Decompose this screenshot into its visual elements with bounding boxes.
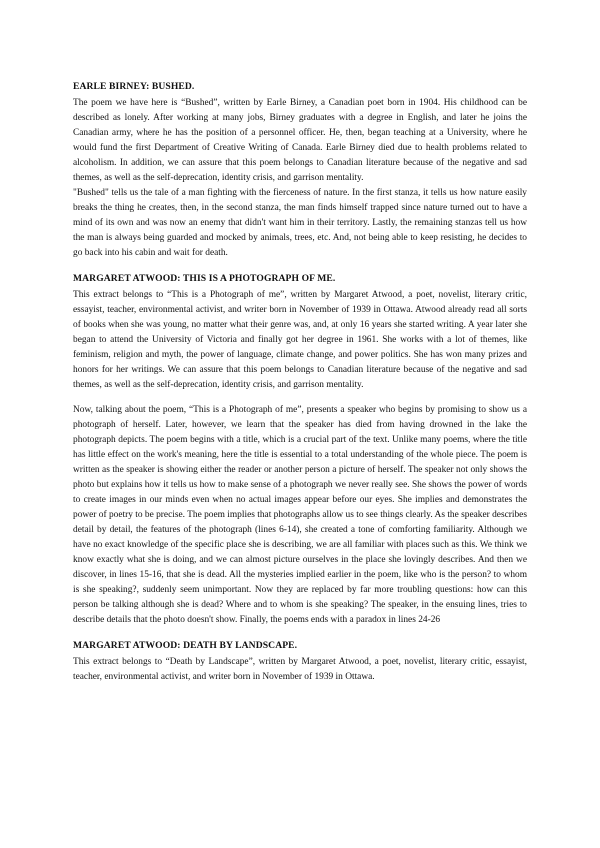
paragraph-spacer bbox=[73, 393, 527, 403]
section-title: EARLE BIRNEY: BUSHED. bbox=[73, 81, 195, 92]
section-atwood-landscape bbox=[73, 639, 527, 685]
section-birney bbox=[73, 80, 527, 261]
section-title: MARGARET ATWOOD: THIS IS A PHOTOGRAPH OF ME. bbox=[73, 273, 336, 284]
paragraph: This extract belongs to “This is a Photograph of me”, written by Margaret Atwood, a poet, novelist, literary critic, essayist, teacher, environmental activist, and writer born in November of 1939 in Ottawa. Atwood already read all sorts of books when she was young, no matter what their genre was, and, at only 16 years she started writing. A year later she began to attend the University of Victoria and finally got her degree in 1961. She works with a lot of themes, like feminism, religion and myth, the power of language, climate change, and power politics. She has won many prizes and honors for her writings. We can assure that this poem belongs to Canadian literature because of the negative and sad themes, as well as the self-deprecation, identity crisis, and garrison mentality. bbox=[73, 290, 527, 390]
section-atwood-photograph bbox=[73, 272, 527, 628]
paragraph: The poem we have here is “Bushed”, written by Earle Birney, a Canadian poet born in 1904. His childhood can be described as lonely. After working at many jobs, Birney graduates with a degree in English, and later he joins the Canadian army, where he has the position of a personnel officer. He, then, began teaching at a University, where he would fund the first Department of Creative Writing of Canada. Earle Birney died due to health problems related to alcoholism. In addition, we can assure that this poem belongs to Canadian literature because of the negative and sad themes, as well as the self-deprecation, identity crisis, and garrison mentality. bbox=[73, 98, 527, 183]
paragraph: Now, talking about the poem, “This is a Photograph of me”, presents a speaker who begins by promising to show us a photograph of herself. Later, however, we learn that the speaker has died from having drowned in the lake the photograph depicts. The poem begins with a title, which is a crucial part of the text. Unlike many poems, where the title has little effect on the work's meaning, here the title is essential to a total understanding of the whole piece. The poem is written as the speaker is showing either the reader or another person a picture of herself. The speaker not only shows the photo but explains how it tells us how to make sense of a photograph we never really see. She shows the power of words to create images in our minds even when no actual images appear before our eyes. She implies and demonstrates the power of poetry to be precise. The poem implies that photographs allow us to see things clearly. As the speaker describes detail by detail, the features of the photograph (lines 6-14), she created a tone of comforting familiarity. Although we have no exact knowledge of the specific place she is describing, we are all familiar with places such as this. We think we know exactly what she is doing, and we can almost picture ourselves in the place she lovingly describes. And then we discover, in lines 15-16, that she is dead. All the mysteries implied earlier in the poem, like who is the person? to whom is she speaking?, suddenly seem unimportant. Now they are replaced by far more troubling questions: how can this person be talking although she is dead? Where and to whom is she speaking? The speaker, in the ensuing lines, tries to describe details that the photo doesn't show. Finally, the poems ends with a paradox in lines 24-26 bbox=[73, 405, 527, 625]
section-title: MARGARET ATWOOD: DEATH BY LANDSCAPE. bbox=[73, 640, 298, 651]
paragraph: "Bushed" tells us the tale of a man fighting with the fierceness of nature. In the first stanza, it tells us how nature easily breaks the thing he creates, then, in the second stanza, the man finds himself trapped since nature turned out to have a mind of its own and was now an enemy that didn't want him in their territory. Lastly, the remaining stanzas tell us how the man is always being guarded and mocked by animals, trees, etc. And, not being able to keep resisting, he decides to go back into his cabin and wait for death. bbox=[73, 188, 527, 258]
paragraph: This extract belongs to “Death by Landscape”, written by Margaret Atwood, a poet, novelist, literary critic, essayist, teacher, environmental activist, and writer born in November of 1939 in Ottawa. bbox=[73, 657, 527, 682]
